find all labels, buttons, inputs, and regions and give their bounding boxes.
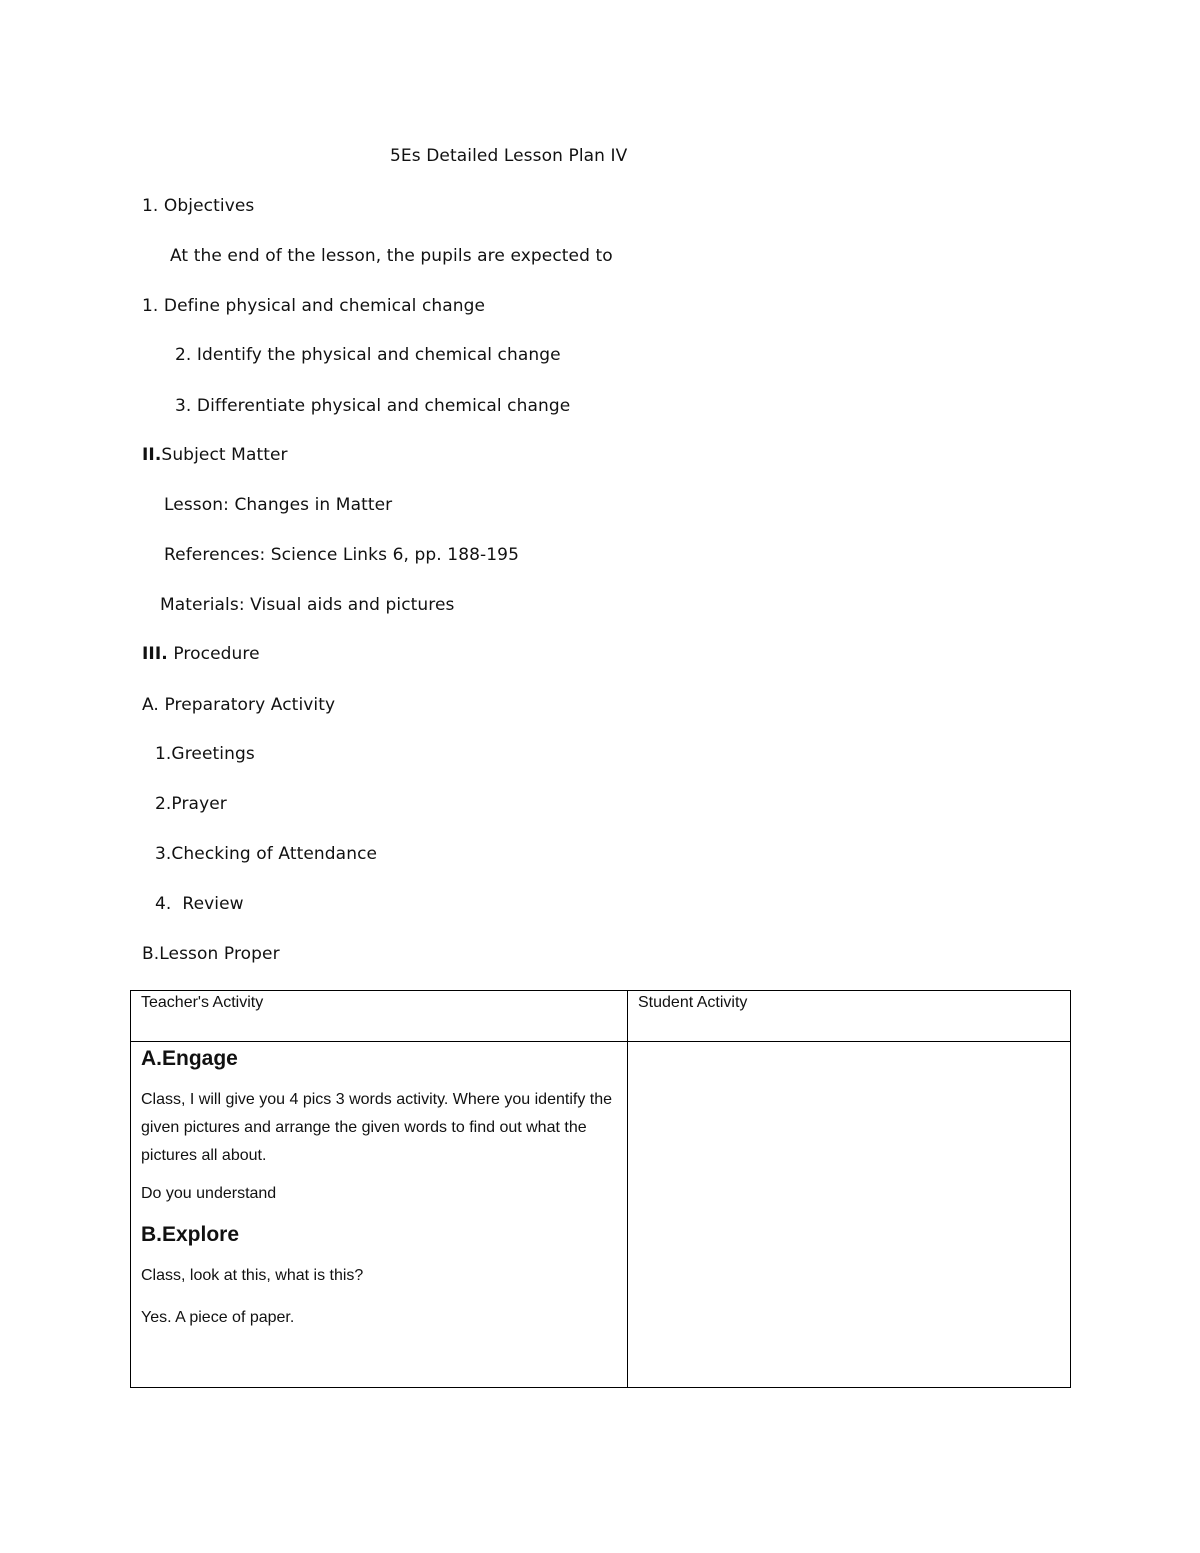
table-row xyxy=(131,1042,1071,1388)
preparatory-activity: A. Preparatory Activity xyxy=(142,695,336,715)
teacher-activity-cell xyxy=(131,1042,628,1388)
explore-heading: B.Explore xyxy=(141,1223,240,1246)
procedure-step: 4. Review xyxy=(155,894,244,914)
materials-line: Materials: Visual aids and pictures xyxy=(160,595,455,615)
lesson-line: Lesson: Changes in Matter xyxy=(164,495,393,515)
engage-question: Do you understand xyxy=(141,1185,277,1202)
procedure-heading xyxy=(142,643,260,665)
teacher-activity-header: Teacher's Activity xyxy=(131,991,628,1042)
objective-item: 3. Differentiate physical and chemical change xyxy=(175,396,571,416)
student-activity-header: Student Activity xyxy=(628,991,1071,1042)
subject-matter-numeral: II. xyxy=(142,445,162,465)
objectives-intro: At the end of the lesson, the pupils are expected to xyxy=(170,246,613,266)
subject-matter-heading xyxy=(142,444,288,466)
explore-answer: Yes. A piece of paper. xyxy=(141,1309,295,1326)
activity-table xyxy=(130,990,1071,1388)
engage-instruction: Class, I will give you 4 pics 3 words activity. Where you identify the given pictures and arrange the given words to find out what the pictures all about. xyxy=(141,1091,612,1164)
procedure-label: Procedure xyxy=(167,644,260,664)
procedure-step: 2.Prayer xyxy=(155,794,227,814)
student-activity-cell xyxy=(628,1042,1071,1388)
engage-heading: A.Engage xyxy=(141,1047,238,1070)
objective-item: 2. Identify the physical and chemical change xyxy=(175,345,561,365)
procedure-step: 1.Greetings xyxy=(155,744,255,764)
table-header-row xyxy=(131,991,1071,1042)
subject-matter-label: Subject Matter xyxy=(161,445,288,465)
objectives-heading: 1. Objectives xyxy=(142,196,255,216)
document-title: 5Es Detailed Lesson Plan IV xyxy=(390,146,628,166)
procedure-numeral: III. xyxy=(142,644,168,664)
references-line: References: Science Links 6, pp. 188-195 xyxy=(164,545,520,565)
procedure-step: 3.Checking of Attendance xyxy=(155,844,378,864)
explore-question: Class, look at this, what is this? xyxy=(141,1267,364,1284)
objective-item: 1. Define physical and chemical change xyxy=(142,296,486,316)
lesson-proper-heading: B.Lesson Proper xyxy=(142,944,280,964)
